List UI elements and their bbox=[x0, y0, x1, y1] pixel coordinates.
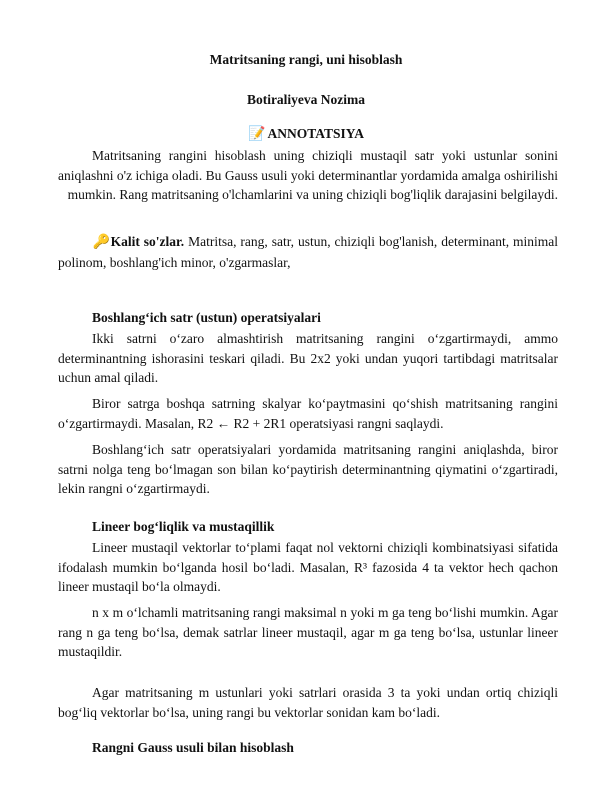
document-author: Botiraliyeva Nozima bbox=[246, 92, 366, 107]
memo-icon: 📝 bbox=[248, 127, 266, 142]
section-heading: Boshlang‘ich satr (ustun) operatsiyalari bbox=[92, 310, 321, 325]
annotation-label: ANNOTATSIYA bbox=[267, 126, 364, 141]
annotation-paragraph bbox=[58, 146, 558, 205]
document-title: Matritsaning rangi, uni hisoblash bbox=[209, 52, 403, 67]
paragraph-text: n x m o‘lchamli matritsaning rangi maksimal n yoki m ga teng bo‘lishi mumkin. Agar rang n ga teng bo‘lsa, demak satrlar lineer mustaqil, agar m ga teng bo‘lsa, ustunlar lineer mustaqildir. bbox=[58, 605, 558, 659]
key-icon: 🔑 bbox=[92, 235, 111, 250]
section-paragraph bbox=[58, 683, 558, 722]
section-paragraph bbox=[58, 538, 558, 597]
paragraph-text: Agar matritsaning m ustunlari yoki satrlari orasida 3 ta yoki undan ortiq chiziqli bog‘liq vektorlar bo‘lsa, uning rangi bu vektorlar sonidan kam bo‘ladi. bbox=[58, 685, 558, 720]
keywords-text: Matritsa, rang, satr, ustun, chiziqli bog'lanish, determinant, minimal polinom, boshlang'ich minor, o'zgarmaslar, bbox=[58, 234, 559, 270]
paragraph-text: Boshlang‘ich satr operatsiyalari yordamida matritsaning rangini aniqlashda, biror satrni nolga teng bo‘lmagan son bilan ko‘paytirish determinantning qiymatini o‘zgartiradi, lekin rangni o‘zgartirmaydi. bbox=[58, 442, 558, 496]
section-paragraph bbox=[58, 440, 558, 499]
annotation-text: Matritsaning rangini hisoblash uning chiziqli mustaqil satr yoki ustunlar sonini aniqlashni o'z ichiga oladi. Bu Gauss usuli yoki determinantlar yordamida amalga oshirilishi mumkin. Rang matritsaning o'lchamlarini va uning chiziqli bog'liqlik darajasini bbox=[58, 148, 558, 202]
section-paragraph bbox=[58, 394, 558, 433]
annotation-text-tail: belgilaydi. bbox=[500, 187, 558, 202]
paragraph-text: Lineer mustaqil vektorlar to‘plami faqat nol vektorni chiziqli kombinatsiyasi sifatida ifodalash mumkin bo‘lganda hosil bo‘ladi. Masalan, R³ fazosida 4 ta vektor hech qachon lineer mustaqil bo‘la olmaydi. bbox=[58, 540, 558, 594]
section-heading: Lineer bog‘liqlik va mustaqillik bbox=[92, 519, 275, 534]
section-heading: Rangni Gauss usuli bilan hisoblash bbox=[92, 740, 294, 755]
keywords-label: Kalit so'zlar. bbox=[110, 234, 185, 249]
section-paragraph bbox=[58, 603, 558, 662]
annotation-heading bbox=[0, 126, 612, 143]
section-paragraph bbox=[58, 329, 558, 388]
paragraph-text: Ikki satrni o‘zaro almashtirish matritsaning rangini o‘zgartirmaydi, ammo determinantning ishorasini teskari qiladi. Bu 2x2 yoki undan yuqori tartibdagi matritsalar uchun amal qiladi. bbox=[58, 331, 558, 385]
paragraph-text: Biror satrga boshqa satrning skalyar ko‘paytmasini qo‘shish matritsaning rangini o‘zgartirmaydi. Masalan, R2 ← R2 + 2R1 operatsiyasi rangni saqlaydi. bbox=[58, 396, 558, 431]
keywords-paragraph bbox=[58, 232, 558, 272]
